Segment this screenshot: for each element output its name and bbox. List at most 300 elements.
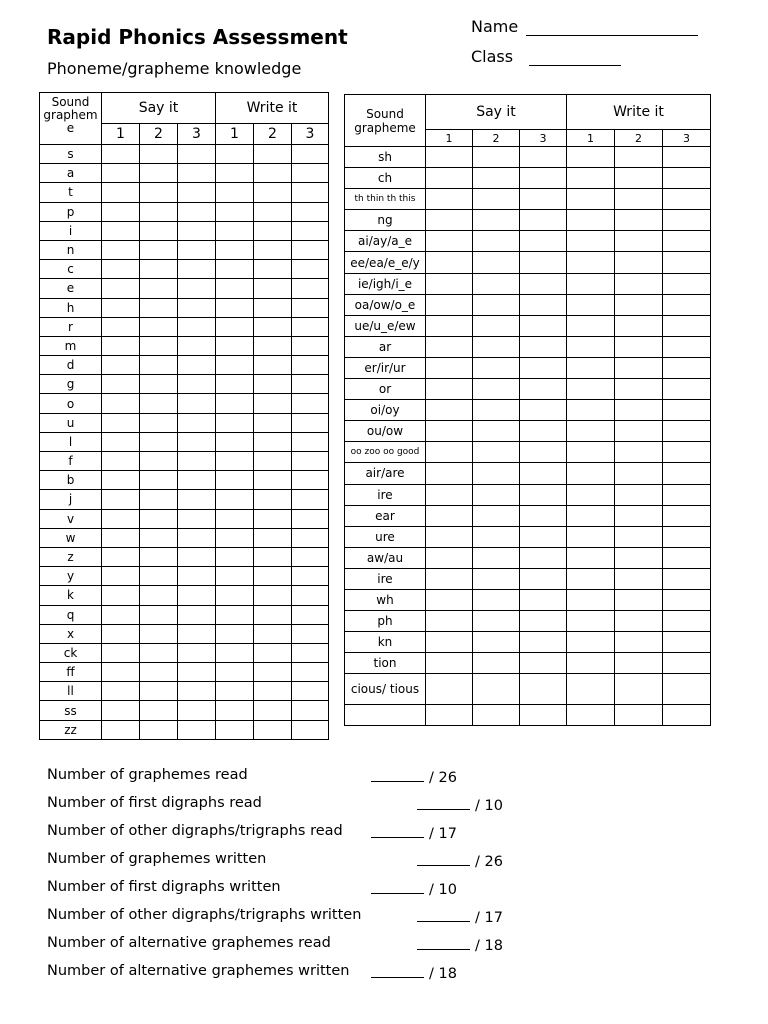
write-it-cell[interactable] <box>567 568 615 589</box>
write-it-cell[interactable] <box>567 189 615 210</box>
write-it-cell[interactable] <box>663 568 711 589</box>
write-it-cell[interactable] <box>292 298 329 317</box>
write-it-cell[interactable] <box>567 357 615 378</box>
write-it-cell[interactable] <box>216 528 254 547</box>
say-it-cell[interactable] <box>102 164 140 183</box>
write-it-cell[interactable] <box>216 547 254 566</box>
write-it-cell[interactable] <box>216 605 254 624</box>
write-it-cell[interactable] <box>567 168 615 189</box>
write-it-cell[interactable] <box>292 183 329 202</box>
write-it-cell[interactable] <box>663 379 711 400</box>
say-it-cell[interactable] <box>102 586 140 605</box>
say-it-cell[interactable] <box>473 252 520 273</box>
write-it-cell[interactable] <box>567 273 615 294</box>
say-it-cell[interactable] <box>102 528 140 547</box>
say-it-cell[interactable] <box>178 375 216 394</box>
write-it-cell[interactable] <box>216 394 254 413</box>
say-it-cell[interactable] <box>140 643 178 662</box>
write-it-cell[interactable] <box>663 611 711 632</box>
write-it-cell[interactable] <box>615 705 663 726</box>
say-it-cell[interactable] <box>520 294 567 315</box>
say-it-cell[interactable] <box>520 611 567 632</box>
write-it-cell[interactable] <box>216 452 254 471</box>
say-it-cell[interactable] <box>178 240 216 259</box>
say-it-cell[interactable] <box>102 317 140 336</box>
write-it-cell[interactable] <box>292 720 329 739</box>
say-it-cell[interactable] <box>473 589 520 610</box>
write-it-cell[interactable] <box>254 586 292 605</box>
write-it-cell[interactable] <box>567 611 615 632</box>
say-it-cell[interactable] <box>473 147 520 168</box>
say-it-cell[interactable] <box>178 567 216 586</box>
say-it-cell[interactable] <box>102 394 140 413</box>
say-it-cell[interactable] <box>426 210 473 231</box>
say-it-cell[interactable] <box>473 273 520 294</box>
write-it-cell[interactable] <box>615 674 663 705</box>
say-it-cell[interactable] <box>178 356 216 375</box>
say-it-cell[interactable] <box>102 298 140 317</box>
say-it-cell[interactable] <box>102 240 140 259</box>
say-it-cell[interactable] <box>426 379 473 400</box>
say-it-cell[interactable] <box>426 463 473 484</box>
say-it-cell[interactable] <box>520 210 567 231</box>
write-it-cell[interactable] <box>567 379 615 400</box>
write-it-cell[interactable] <box>567 210 615 231</box>
write-it-cell[interactable] <box>292 586 329 605</box>
say-it-cell[interactable] <box>473 547 520 568</box>
score-blank[interactable] <box>371 963 457 982</box>
say-it-cell[interactable] <box>178 145 216 164</box>
say-it-cell[interactable] <box>520 357 567 378</box>
write-it-cell[interactable] <box>663 315 711 336</box>
write-it-cell[interactable] <box>254 605 292 624</box>
write-it-cell[interactable] <box>254 509 292 528</box>
write-it-cell[interactable] <box>292 260 329 279</box>
say-it-cell[interactable] <box>140 605 178 624</box>
class-field[interactable] <box>471 47 621 66</box>
write-it-cell[interactable] <box>254 682 292 701</box>
say-it-cell[interactable] <box>102 452 140 471</box>
score-line[interactable] <box>417 907 470 922</box>
write-it-cell[interactable] <box>216 720 254 739</box>
write-it-cell[interactable] <box>567 505 615 526</box>
say-it-cell[interactable] <box>426 505 473 526</box>
say-it-cell[interactable] <box>520 421 567 442</box>
name-line[interactable] <box>526 25 698 36</box>
say-it-cell[interactable] <box>140 202 178 221</box>
write-it-cell[interactable] <box>254 432 292 451</box>
say-it-cell[interactable] <box>520 273 567 294</box>
write-it-cell[interactable] <box>292 490 329 509</box>
score-blank[interactable] <box>417 935 503 954</box>
say-it-cell[interactable] <box>178 413 216 432</box>
write-it-cell[interactable] <box>615 463 663 484</box>
write-it-cell[interactable] <box>615 147 663 168</box>
say-it-cell[interactable] <box>140 260 178 279</box>
write-it-cell[interactable] <box>615 231 663 252</box>
say-it-cell[interactable] <box>140 356 178 375</box>
write-it-cell[interactable] <box>663 463 711 484</box>
say-it-cell[interactable] <box>473 210 520 231</box>
say-it-cell[interactable] <box>178 336 216 355</box>
write-it-cell[interactable] <box>216 298 254 317</box>
say-it-cell[interactable] <box>473 611 520 632</box>
write-it-cell[interactable] <box>663 526 711 547</box>
write-it-cell[interactable] <box>663 273 711 294</box>
write-it-cell[interactable] <box>615 294 663 315</box>
say-it-cell[interactable] <box>102 490 140 509</box>
say-it-cell[interactable] <box>140 375 178 394</box>
say-it-cell[interactable] <box>178 490 216 509</box>
write-it-cell[interactable] <box>615 315 663 336</box>
write-it-cell[interactable] <box>254 164 292 183</box>
write-it-cell[interactable] <box>254 528 292 547</box>
say-it-cell[interactable] <box>520 189 567 210</box>
say-it-cell[interactable] <box>520 526 567 547</box>
say-it-cell[interactable] <box>426 547 473 568</box>
write-it-cell[interactable] <box>216 567 254 586</box>
write-it-cell[interactable] <box>254 145 292 164</box>
say-it-cell[interactable] <box>426 294 473 315</box>
say-it-cell[interactable] <box>520 442 567 463</box>
say-it-cell[interactable] <box>140 164 178 183</box>
say-it-cell[interactable] <box>473 505 520 526</box>
write-it-cell[interactable] <box>292 528 329 547</box>
write-it-cell[interactable] <box>216 183 254 202</box>
write-it-cell[interactable] <box>615 568 663 589</box>
name-field[interactable] <box>471 17 698 36</box>
say-it-cell[interactable] <box>178 202 216 221</box>
score-blank[interactable] <box>371 823 457 842</box>
write-it-cell[interactable] <box>216 624 254 643</box>
say-it-cell[interactable] <box>140 240 178 259</box>
say-it-cell[interactable] <box>473 336 520 357</box>
write-it-cell[interactable] <box>216 145 254 164</box>
say-it-cell[interactable] <box>140 624 178 643</box>
write-it-cell[interactable] <box>216 432 254 451</box>
write-it-cell[interactable] <box>292 394 329 413</box>
write-it-cell[interactable] <box>254 547 292 566</box>
write-it-cell[interactable] <box>216 586 254 605</box>
write-it-cell[interactable] <box>663 484 711 505</box>
say-it-cell[interactable] <box>102 375 140 394</box>
say-it-cell[interactable] <box>178 452 216 471</box>
say-it-cell[interactable] <box>102 145 140 164</box>
say-it-cell[interactable] <box>140 682 178 701</box>
say-it-cell[interactable] <box>140 298 178 317</box>
write-it-cell[interactable] <box>292 663 329 682</box>
write-it-cell[interactable] <box>254 375 292 394</box>
say-it-cell[interactable] <box>473 463 520 484</box>
say-it-cell[interactable] <box>520 589 567 610</box>
write-it-cell[interactable] <box>663 589 711 610</box>
write-it-cell[interactable] <box>254 221 292 240</box>
write-it-cell[interactable] <box>292 452 329 471</box>
say-it-cell[interactable] <box>520 379 567 400</box>
write-it-cell[interactable] <box>615 611 663 632</box>
write-it-cell[interactable] <box>292 432 329 451</box>
say-it-cell[interactable] <box>140 509 178 528</box>
write-it-cell[interactable] <box>567 336 615 357</box>
write-it-cell[interactable] <box>254 701 292 720</box>
write-it-cell[interactable] <box>663 674 711 705</box>
write-it-cell[interactable] <box>567 653 615 674</box>
score-line[interactable] <box>371 963 424 978</box>
say-it-cell[interactable] <box>102 221 140 240</box>
say-it-cell[interactable] <box>140 471 178 490</box>
say-it-cell[interactable] <box>178 298 216 317</box>
say-it-cell[interactable] <box>426 357 473 378</box>
write-it-cell[interactable] <box>254 643 292 662</box>
say-it-cell[interactable] <box>178 509 216 528</box>
say-it-cell[interactable] <box>473 189 520 210</box>
say-it-cell[interactable] <box>140 452 178 471</box>
say-it-cell[interactable] <box>520 547 567 568</box>
write-it-cell[interactable] <box>292 701 329 720</box>
say-it-cell[interactable] <box>102 279 140 298</box>
write-it-cell[interactable] <box>663 189 711 210</box>
write-it-cell[interactable] <box>663 632 711 653</box>
say-it-cell[interactable] <box>473 357 520 378</box>
write-it-cell[interactable] <box>254 490 292 509</box>
say-it-cell[interactable] <box>473 674 520 705</box>
say-it-cell[interactable] <box>426 589 473 610</box>
write-it-cell[interactable] <box>615 189 663 210</box>
say-it-cell[interactable] <box>140 183 178 202</box>
say-it-cell[interactable] <box>473 231 520 252</box>
write-it-cell[interactable] <box>216 490 254 509</box>
say-it-cell[interactable] <box>520 568 567 589</box>
write-it-cell[interactable] <box>663 421 711 442</box>
say-it-cell[interactable] <box>102 663 140 682</box>
write-it-cell[interactable] <box>663 442 711 463</box>
write-it-cell[interactable] <box>567 400 615 421</box>
write-it-cell[interactable] <box>663 547 711 568</box>
say-it-cell[interactable] <box>520 484 567 505</box>
write-it-cell[interactable] <box>292 567 329 586</box>
say-it-cell[interactable] <box>102 509 140 528</box>
write-it-cell[interactable] <box>292 145 329 164</box>
say-it-cell[interactable] <box>473 442 520 463</box>
write-it-cell[interactable] <box>567 463 615 484</box>
write-it-cell[interactable] <box>216 509 254 528</box>
write-it-cell[interactable] <box>216 279 254 298</box>
write-it-cell[interactable] <box>663 252 711 273</box>
write-it-cell[interactable] <box>615 526 663 547</box>
say-it-cell[interactable] <box>520 674 567 705</box>
write-it-cell[interactable] <box>216 471 254 490</box>
score-line[interactable] <box>371 767 424 782</box>
say-it-cell[interactable] <box>426 442 473 463</box>
write-it-cell[interactable] <box>567 547 615 568</box>
write-it-cell[interactable] <box>615 336 663 357</box>
write-it-cell[interactable] <box>292 643 329 662</box>
say-it-cell[interactable] <box>140 663 178 682</box>
write-it-cell[interactable] <box>292 471 329 490</box>
write-it-cell[interactable] <box>615 400 663 421</box>
say-it-cell[interactable] <box>102 183 140 202</box>
write-it-cell[interactable] <box>615 379 663 400</box>
say-it-cell[interactable] <box>140 317 178 336</box>
write-it-cell[interactable] <box>615 168 663 189</box>
say-it-cell[interactable] <box>102 547 140 566</box>
write-it-cell[interactable] <box>216 240 254 259</box>
say-it-cell[interactable] <box>102 260 140 279</box>
write-it-cell[interactable] <box>567 252 615 273</box>
say-it-cell[interactable] <box>140 221 178 240</box>
say-it-cell[interactable] <box>140 720 178 739</box>
say-it-cell[interactable] <box>102 413 140 432</box>
say-it-cell[interactable] <box>426 526 473 547</box>
write-it-cell[interactable] <box>292 375 329 394</box>
say-it-cell[interactable] <box>520 315 567 336</box>
say-it-cell[interactable] <box>140 145 178 164</box>
write-it-cell[interactable] <box>292 279 329 298</box>
say-it-cell[interactable] <box>426 315 473 336</box>
write-it-cell[interactable] <box>663 336 711 357</box>
score-line[interactable] <box>371 823 424 838</box>
say-it-cell[interactable] <box>178 701 216 720</box>
write-it-cell[interactable] <box>254 317 292 336</box>
say-it-cell[interactable] <box>178 528 216 547</box>
say-it-cell[interactable] <box>140 528 178 547</box>
write-it-cell[interactable] <box>292 605 329 624</box>
say-it-cell[interactable] <box>140 586 178 605</box>
write-it-cell[interactable] <box>663 294 711 315</box>
write-it-cell[interactable] <box>567 231 615 252</box>
write-it-cell[interactable] <box>663 400 711 421</box>
say-it-cell[interactable] <box>102 624 140 643</box>
class-line[interactable] <box>529 55 621 66</box>
write-it-cell[interactable] <box>254 183 292 202</box>
say-it-cell[interactable] <box>473 484 520 505</box>
score-blank[interactable] <box>417 795 503 814</box>
say-it-cell[interactable] <box>520 653 567 674</box>
write-it-cell[interactable] <box>254 663 292 682</box>
say-it-cell[interactable] <box>426 252 473 273</box>
say-it-cell[interactable] <box>426 189 473 210</box>
say-it-cell[interactable] <box>140 432 178 451</box>
write-it-cell[interactable] <box>292 336 329 355</box>
write-it-cell[interactable] <box>567 632 615 653</box>
say-it-cell[interactable] <box>473 653 520 674</box>
say-it-cell[interactable] <box>473 705 520 726</box>
say-it-cell[interactable] <box>426 147 473 168</box>
write-it-cell[interactable] <box>292 240 329 259</box>
write-it-cell[interactable] <box>567 147 615 168</box>
say-it-cell[interactable] <box>140 567 178 586</box>
write-it-cell[interactable] <box>292 547 329 566</box>
say-it-cell[interactable] <box>140 413 178 432</box>
write-it-cell[interactable] <box>254 202 292 221</box>
say-it-cell[interactable] <box>426 705 473 726</box>
say-it-cell[interactable] <box>178 164 216 183</box>
say-it-cell[interactable] <box>178 183 216 202</box>
write-it-cell[interactable] <box>615 442 663 463</box>
say-it-cell[interactable] <box>520 147 567 168</box>
write-it-cell[interactable] <box>567 442 615 463</box>
score-blank[interactable] <box>417 851 503 870</box>
say-it-cell[interactable] <box>178 682 216 701</box>
write-it-cell[interactable] <box>254 624 292 643</box>
write-it-cell[interactable] <box>663 505 711 526</box>
write-it-cell[interactable] <box>216 682 254 701</box>
say-it-cell[interactable] <box>473 632 520 653</box>
write-it-cell[interactable] <box>216 221 254 240</box>
write-it-cell[interactable] <box>615 653 663 674</box>
say-it-cell[interactable] <box>520 400 567 421</box>
say-it-cell[interactable] <box>140 279 178 298</box>
write-it-cell[interactable] <box>254 240 292 259</box>
say-it-cell[interactable] <box>178 317 216 336</box>
write-it-cell[interactable] <box>216 356 254 375</box>
write-it-cell[interactable] <box>292 509 329 528</box>
write-it-cell[interactable] <box>216 375 254 394</box>
say-it-cell[interactable] <box>520 336 567 357</box>
write-it-cell[interactable] <box>615 421 663 442</box>
write-it-cell[interactable] <box>216 701 254 720</box>
say-it-cell[interactable] <box>473 315 520 336</box>
score-blank[interactable] <box>371 879 457 898</box>
say-it-cell[interactable] <box>473 379 520 400</box>
say-it-cell[interactable] <box>520 168 567 189</box>
write-it-cell[interactable] <box>615 547 663 568</box>
say-it-cell[interactable] <box>140 490 178 509</box>
write-it-cell[interactable] <box>615 273 663 294</box>
say-it-cell[interactable] <box>473 400 520 421</box>
write-it-cell[interactable] <box>292 356 329 375</box>
score-line[interactable] <box>371 879 424 894</box>
write-it-cell[interactable] <box>663 705 711 726</box>
say-it-cell[interactable] <box>102 356 140 375</box>
say-it-cell[interactable] <box>178 663 216 682</box>
say-it-cell[interactable] <box>426 484 473 505</box>
say-it-cell[interactable] <box>102 720 140 739</box>
say-it-cell[interactable] <box>426 231 473 252</box>
say-it-cell[interactable] <box>178 720 216 739</box>
say-it-cell[interactable] <box>520 231 567 252</box>
write-it-cell[interactable] <box>615 589 663 610</box>
say-it-cell[interactable] <box>426 568 473 589</box>
say-it-cell[interactable] <box>426 336 473 357</box>
say-it-cell[interactable] <box>520 705 567 726</box>
say-it-cell[interactable] <box>102 701 140 720</box>
say-it-cell[interactable] <box>520 505 567 526</box>
say-it-cell[interactable] <box>102 643 140 662</box>
say-it-cell[interactable] <box>473 421 520 442</box>
write-it-cell[interactable] <box>663 147 711 168</box>
say-it-cell[interactable] <box>426 421 473 442</box>
say-it-cell[interactable] <box>140 701 178 720</box>
say-it-cell[interactable] <box>473 526 520 547</box>
write-it-cell[interactable] <box>292 221 329 240</box>
write-it-cell[interactable] <box>663 357 711 378</box>
say-it-cell[interactable] <box>426 611 473 632</box>
write-it-cell[interactable] <box>216 317 254 336</box>
say-it-cell[interactable] <box>426 400 473 421</box>
write-it-cell[interactable] <box>216 164 254 183</box>
score-line[interactable] <box>417 935 470 950</box>
say-it-cell[interactable] <box>426 273 473 294</box>
write-it-cell[interactable] <box>216 663 254 682</box>
write-it-cell[interactable] <box>663 653 711 674</box>
score-line[interactable] <box>417 795 470 810</box>
write-it-cell[interactable] <box>663 231 711 252</box>
say-it-cell[interactable] <box>102 567 140 586</box>
write-it-cell[interactable] <box>292 413 329 432</box>
say-it-cell[interactable] <box>140 547 178 566</box>
write-it-cell[interactable] <box>254 567 292 586</box>
